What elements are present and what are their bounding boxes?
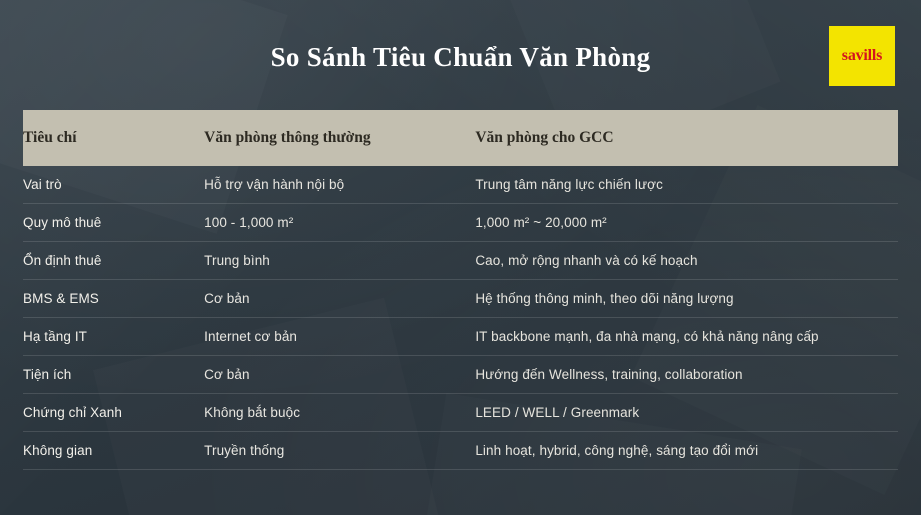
page-title: So Sánh Tiêu Chuẩn Văn Phòng (270, 42, 651, 72)
cell-standard-office: Trung bình (204, 242, 475, 280)
column-header-gcc-office: Văn phòng cho GCC (475, 110, 898, 166)
comparison-table (23, 110, 898, 470)
table-row (23, 432, 898, 470)
table-row (23, 280, 898, 318)
cell-criterion: Tiện ích (23, 356, 204, 394)
table-header-row (23, 110, 898, 166)
cell-criterion: Ổn định thuê (23, 242, 204, 280)
cell-standard-office: Truyền thống (204, 432, 475, 470)
cell-standard-office: Hỗ trợ vận hành nội bộ (204, 166, 475, 204)
column-header-criterion: Tiêu chí (23, 110, 204, 166)
cell-criterion: Hạ tầng IT (23, 318, 204, 356)
cell-criterion: Không gian (23, 432, 204, 470)
table-header (23, 110, 898, 166)
cell-gcc-office: Hướng đến Wellness, training, collaboration (475, 356, 898, 394)
cell-gcc-office: Cao, mở rộng nhanh và có kế hoạch (475, 242, 898, 280)
table-row (23, 394, 898, 432)
cell-criterion: BMS & EMS (23, 280, 204, 318)
table-row (23, 356, 898, 394)
cell-gcc-office: IT backbone mạnh, đa nhà mạng, có khả năng nâng cấp (475, 318, 898, 356)
cell-gcc-office: Trung tâm năng lực chiến lược (475, 166, 898, 204)
cell-gcc-office: LEED / WELL / Greenmark (475, 394, 898, 432)
cell-standard-office: Internet cơ bản (204, 318, 475, 356)
cell-gcc-office: 1,000 m² ~ 20,000 m² (475, 204, 898, 242)
cell-gcc-office: Linh hoạt, hybrid, công nghệ, sáng tạo đổi mới (475, 432, 898, 470)
cell-criterion: Chứng chỉ Xanh (23, 394, 204, 432)
table-row (23, 166, 898, 204)
savills-logo-text: savills (841, 47, 883, 64)
column-header-standard-office: Văn phòng thông thường (204, 110, 475, 166)
comparison-table-wrapper (23, 110, 898, 470)
table-row (23, 204, 898, 242)
table-body (23, 166, 898, 470)
cell-criterion: Vai trò (23, 166, 204, 204)
cell-standard-office: Không bắt buộc (204, 394, 475, 432)
cell-criterion: Quy mô thuê (23, 204, 204, 242)
cell-gcc-office: Hệ thống thông minh, theo dõi năng lượng (475, 280, 898, 318)
table-row (23, 318, 898, 356)
cell-standard-office: Cơ bản (204, 280, 475, 318)
cell-standard-office: Cơ bản (204, 356, 475, 394)
cell-standard-office: 100 - 1,000 m² (204, 204, 475, 242)
table-row (23, 242, 898, 280)
